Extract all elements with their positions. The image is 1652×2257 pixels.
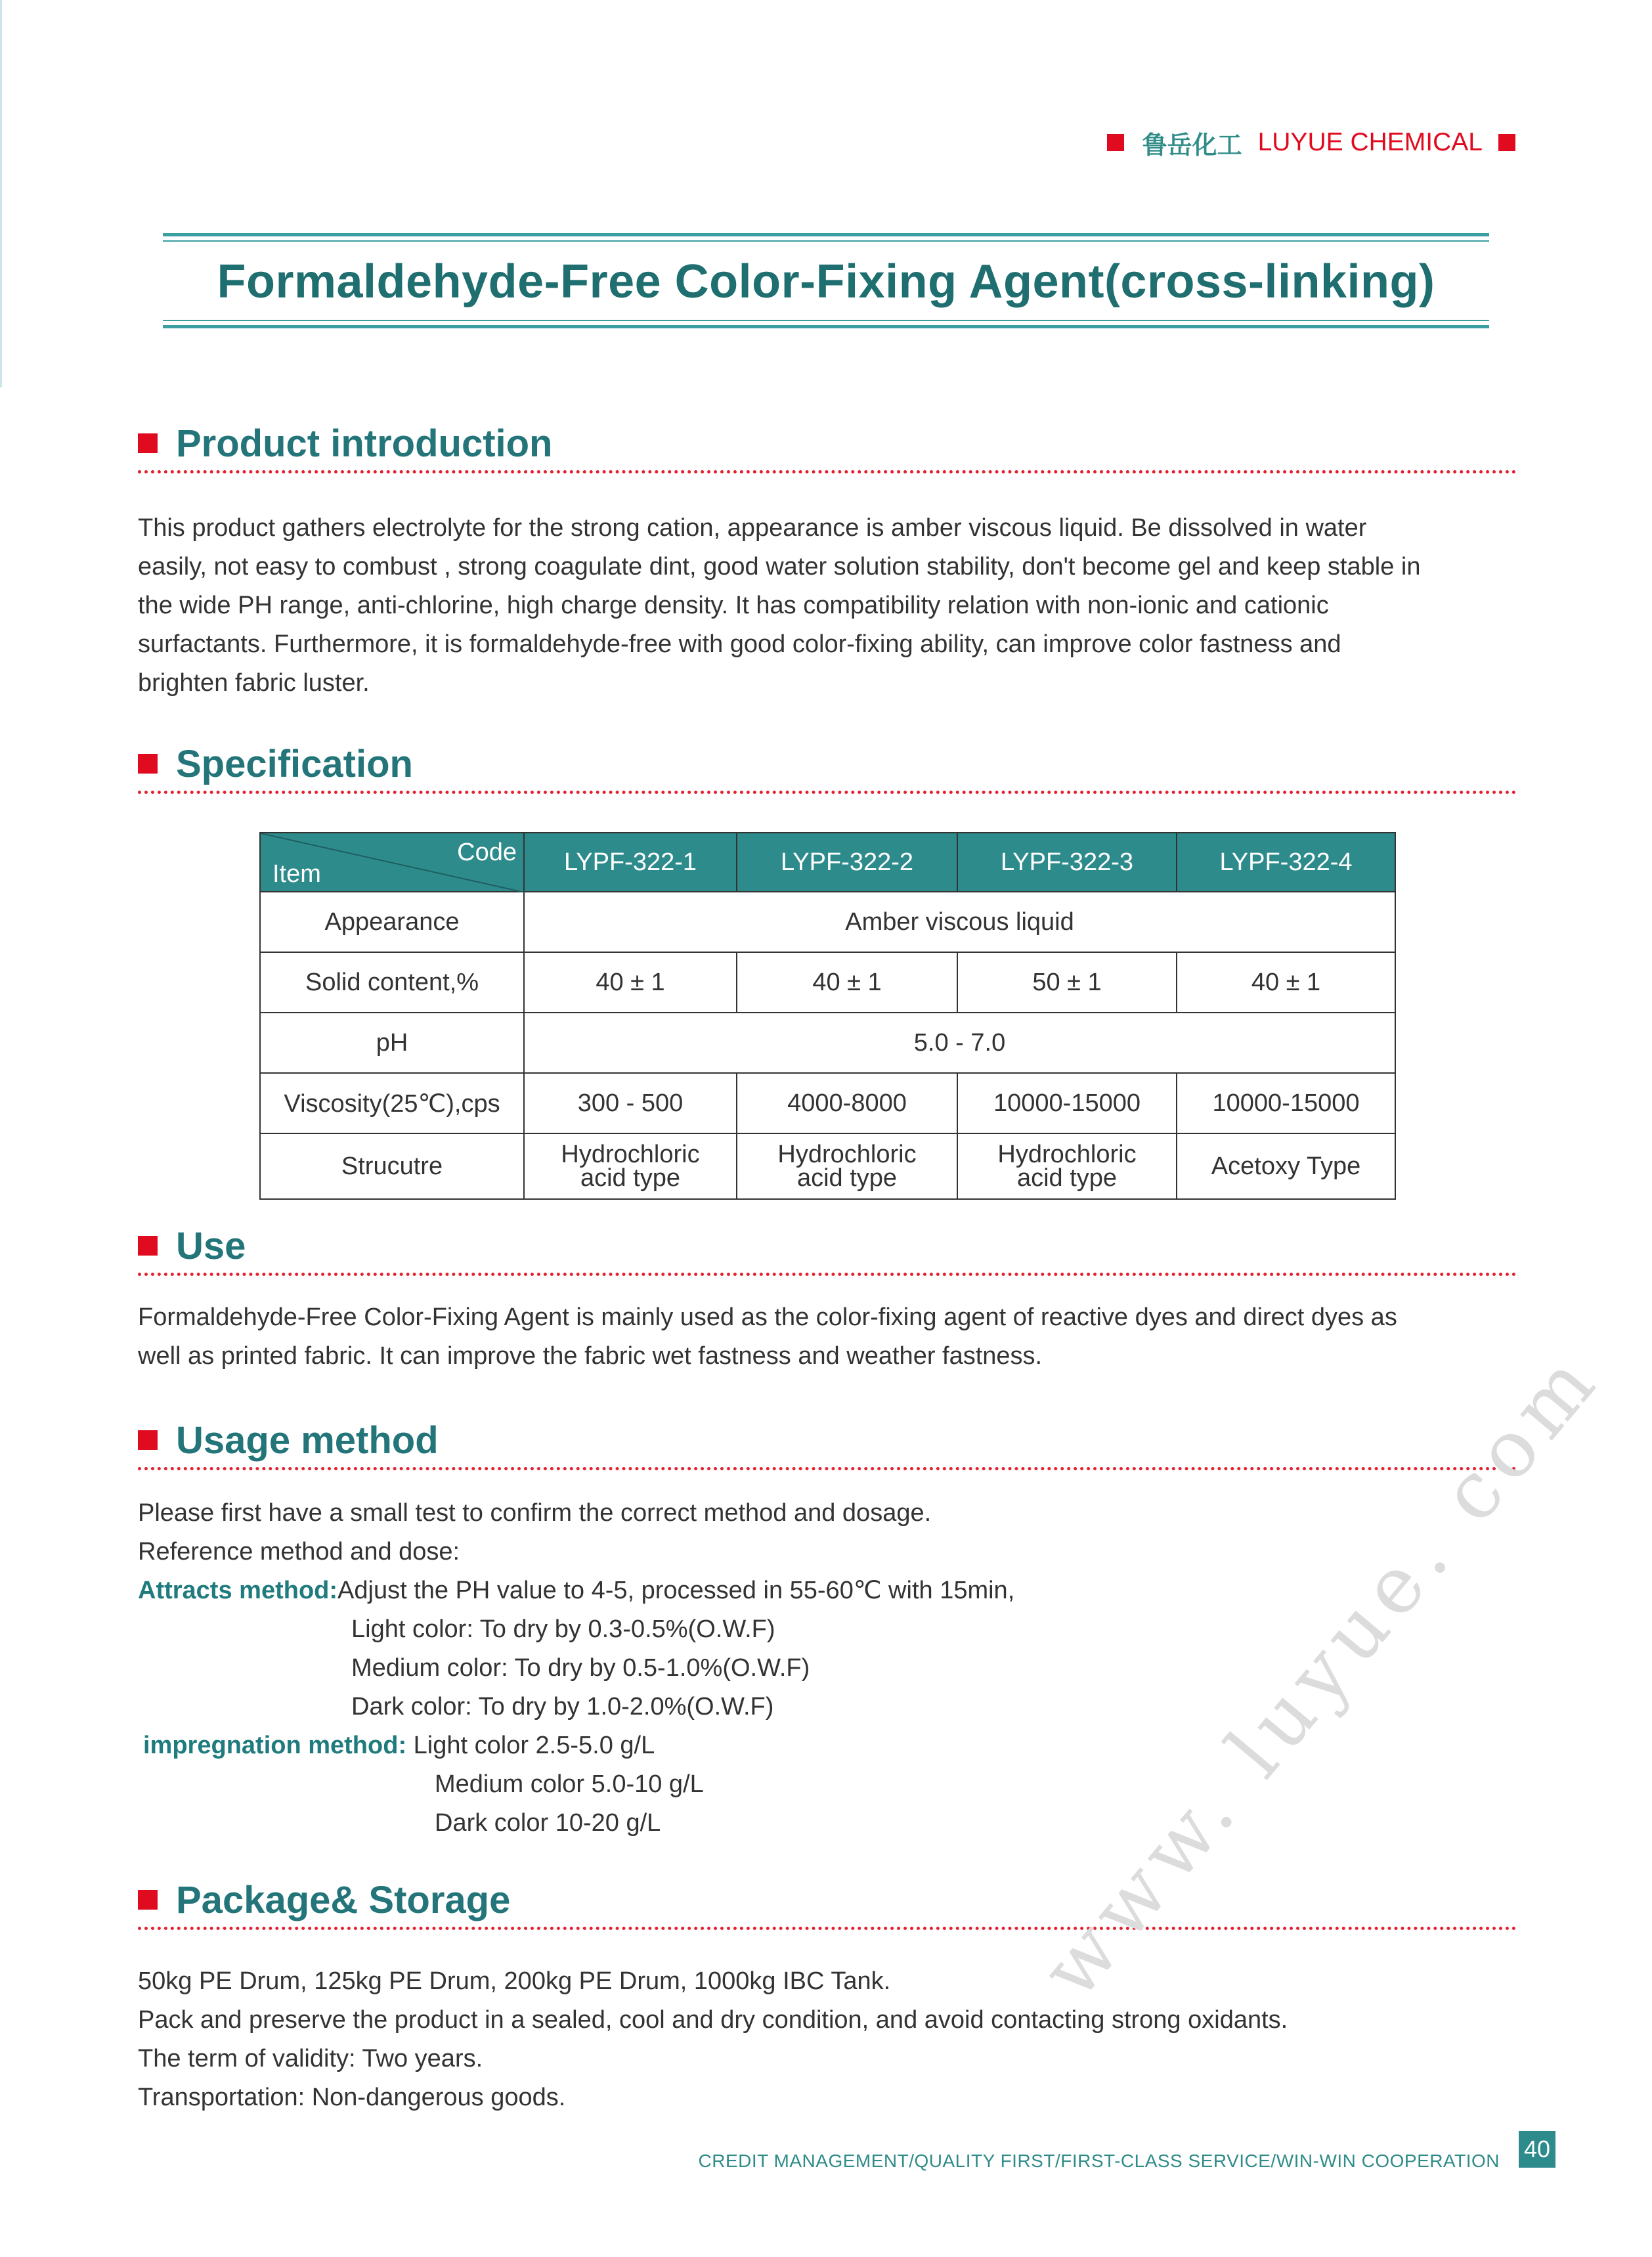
table-cell: 300 - 500 bbox=[524, 1073, 737, 1133]
table-cell: 40 ± 1 bbox=[1177, 952, 1395, 1013]
section-product-introduction bbox=[138, 420, 1517, 473]
table-row-viscosity bbox=[260, 1073, 1395, 1133]
use-line: Formaldehyde-Free Color-Fixing Agent is mainly used as the color-fixing agent of reactive dyes and direct dyes as bbox=[138, 1304, 1397, 1331]
section-specification bbox=[138, 741, 1517, 794]
row-label: Appearance bbox=[260, 892, 524, 952]
footer-slogan: CREDIT MANAGEMENT/QUALITY FIRST/FIRST-CLASS SERVICE/WIN-WIN COOPERATION bbox=[698, 2151, 1500, 2171]
section-heading: Use bbox=[176, 1224, 246, 1267]
table-header-code: LYPF-322-3 bbox=[957, 833, 1177, 892]
row-label: Viscosity(25℃),cps bbox=[260, 1073, 524, 1133]
section-square-icon bbox=[138, 1236, 158, 1256]
section-usage-method bbox=[138, 1417, 1517, 1470]
table-row-solid-content bbox=[260, 952, 1395, 1013]
brand-square-icon bbox=[1498, 134, 1515, 151]
dotted-divider bbox=[138, 470, 1517, 473]
table-header-code: LYPF-322-2 bbox=[737, 833, 957, 892]
section-package-storage bbox=[138, 1877, 1517, 1930]
page-title: Formaldehyde-Free Color-Fixing Agent(cross-linking) bbox=[217, 255, 1435, 308]
section-square-icon bbox=[138, 1430, 158, 1450]
specification-table bbox=[259, 832, 1396, 1200]
table-header-code: LYPF-322-4 bbox=[1177, 833, 1395, 892]
section-square-icon bbox=[138, 433, 158, 453]
usage-line: Reference method and dose: bbox=[138, 1538, 460, 1566]
table-cell bbox=[737, 1133, 957, 1199]
brand-name-en: LUYUE CHEMICAL bbox=[1257, 128, 1483, 156]
table-header-code: LYPF-322-1 bbox=[524, 833, 737, 892]
usage-line: Dark color: To dry by 1.0-2.0%(O.W.F) bbox=[351, 1693, 774, 1720]
section-use bbox=[138, 1223, 1517, 1276]
dotted-divider bbox=[138, 1467, 1517, 1470]
intro-line: the wide PH range, anti-chlorine, high charge density. It has compatibility relation with non-ionic and cationic bbox=[138, 592, 1329, 619]
table-cell: Amber viscous liquid bbox=[524, 892, 1395, 952]
table-cell: 40 ± 1 bbox=[737, 952, 957, 1013]
watermark-text: www. luyue. com bbox=[1024, 1332, 1619, 2016]
table-row-structure bbox=[260, 1133, 1395, 1199]
table-row-ph bbox=[260, 1013, 1395, 1073]
package-line: Pack and preserve the product in a sealed, cool and dry condition, and avoid contacting strong oxidants. bbox=[138, 2006, 1288, 2034]
cell-line: Hydrochloric bbox=[997, 1141, 1137, 1168]
usage-line: Please first have a small test to confirm the correct method and dosage. bbox=[138, 1499, 932, 1527]
table-cell: 40 ± 1 bbox=[524, 952, 737, 1013]
title-rule-top bbox=[163, 233, 1489, 242]
table-cell bbox=[524, 1133, 737, 1199]
dotted-divider bbox=[138, 1273, 1517, 1276]
impregnation-method-label: impregnation method: bbox=[143, 1732, 407, 1759]
row-label: pH bbox=[260, 1013, 524, 1073]
section-heading: Usage method bbox=[176, 1418, 439, 1462]
use-line: well as printed fabric. It can improve the fabric wet fastness and weather fastness. bbox=[138, 1342, 1043, 1370]
corner-code-label: Code bbox=[457, 839, 517, 866]
section-heading: Package& Storage bbox=[176, 1878, 511, 1921]
section-square-icon bbox=[138, 1890, 158, 1910]
table-cell: 50 ± 1 bbox=[957, 952, 1177, 1013]
use-paragraph bbox=[138, 1298, 1517, 1376]
table-cell: 10000-15000 bbox=[957, 1073, 1177, 1133]
package-body bbox=[138, 1962, 1517, 2117]
usage-line: Dark color 10-20 g/L bbox=[435, 1809, 661, 1837]
usage-line: Medium color 5.0-10 g/L bbox=[435, 1770, 704, 1798]
intro-paragraph bbox=[138, 509, 1517, 703]
table-corner-cell bbox=[260, 833, 524, 892]
usage-line: Light color 2.5-5.0 g/L bbox=[413, 1732, 655, 1759]
table-cell: 5.0 - 7.0 bbox=[524, 1013, 1395, 1073]
brand-name-cn: 鲁岳化工 bbox=[1142, 131, 1242, 160]
table-cell: 4000-8000 bbox=[737, 1073, 957, 1133]
cell-line: acid type bbox=[1016, 1164, 1118, 1192]
cell-line: acid type bbox=[580, 1164, 681, 1192]
cell-line: acid type bbox=[796, 1164, 898, 1192]
brand-header bbox=[1107, 126, 1515, 159]
row-label: Solid content,% bbox=[260, 952, 524, 1013]
table-cell: Acetoxy Type bbox=[1177, 1133, 1395, 1199]
title-rule-bottom bbox=[163, 320, 1489, 328]
dotted-divider bbox=[138, 1927, 1517, 1930]
package-line: The term of validity: Two years. bbox=[138, 2045, 483, 2072]
cell-line: Hydrochloric bbox=[777, 1141, 917, 1168]
page-edge-line bbox=[0, 0, 2, 387]
usage-line: Medium color: To dry by 0.5-1.0%(O.W.F) bbox=[351, 1654, 810, 1682]
attracts-method-label: Attracts method: bbox=[138, 1577, 338, 1604]
table-row-appearance bbox=[260, 892, 1395, 952]
table-cell bbox=[957, 1133, 1177, 1199]
usage-line: Light color: To dry by 0.3-0.5%(O.W.F) bbox=[351, 1615, 775, 1643]
intro-line: brighten fabric luster. bbox=[138, 669, 370, 697]
section-square-icon bbox=[138, 754, 158, 774]
table-header-row bbox=[260, 833, 1395, 892]
intro-line: easily, not easy to combust , strong coagulate dint, good water solution stability, don't become gel and keep stable in bbox=[138, 553, 1421, 581]
intro-line: surfactants. Furthermore, it is formaldehyde-free with good color-fixing ability, can improve color fastness and bbox=[138, 630, 1341, 658]
page-number: 40 bbox=[1519, 2131, 1555, 2168]
table-cell: 10000-15000 bbox=[1177, 1073, 1395, 1133]
cell-line: Hydrochloric bbox=[561, 1141, 700, 1168]
section-heading: Product introduction bbox=[176, 422, 553, 465]
attracts-method-line bbox=[138, 1571, 1517, 1610]
intro-line: This product gathers electrolyte for the strong cation, appearance is amber viscous liquid. Be dissolved in water bbox=[138, 514, 1367, 542]
brand-square-icon bbox=[1107, 134, 1124, 151]
row-label: Strucutre bbox=[260, 1133, 524, 1199]
package-line: Transportation: Non-dangerous goods. bbox=[138, 2084, 566, 2111]
section-heading: Specification bbox=[176, 742, 413, 785]
corner-item-label: Item bbox=[272, 860, 321, 888]
usage-line: Adjust the PH value to 4-5, processed in 55-60℃ with 15min, bbox=[337, 1577, 1015, 1604]
dotted-divider bbox=[138, 791, 1517, 794]
package-line: 50kg PE Drum, 125kg PE Drum, 200kg PE Drum, 1000kg IBC Tank. bbox=[138, 1967, 891, 1995]
